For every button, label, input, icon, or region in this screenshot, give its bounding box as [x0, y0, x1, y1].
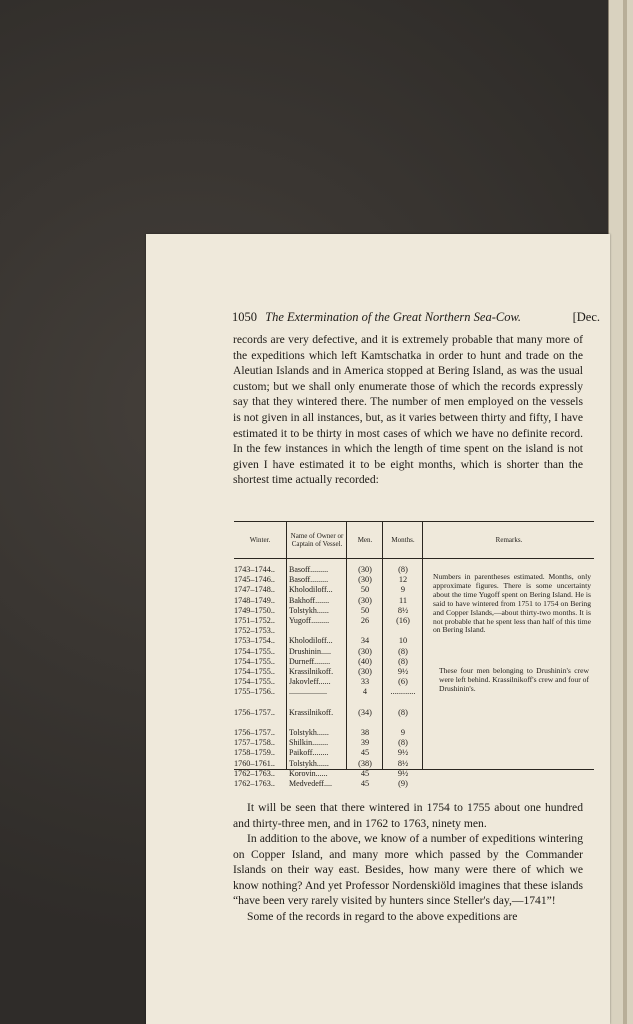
paragraph-wintering-count: It will be seen that there wintered in 1754 to 1755 about one hundred and thirty-three men, and in 1762 to 1763, ninety men.	[233, 801, 583, 830]
cell-men: (30)	[358, 646, 372, 656]
cell-winter: 1762–1763..	[234, 778, 275, 788]
running-header	[232, 310, 600, 325]
cell-months: 9½	[397, 748, 409, 758]
cell-months: 9	[400, 728, 406, 737]
cell-winter: 1756–1757..	[234, 728, 275, 737]
cell-men: (30)	[358, 666, 372, 676]
cell-months	[383, 718, 423, 728]
header-owner: Name of Owner or Captain of Vessel.	[286, 522, 347, 558]
cell-men: 50	[360, 605, 370, 615]
header-remarks: Remarks.	[422, 522, 595, 558]
cell-men: (30)	[358, 595, 372, 605]
paragraph-records-continued: Some of the records in regard to the above expeditions are	[247, 910, 518, 923]
page-number: 1050	[232, 310, 257, 324]
cell-owner	[289, 626, 346, 636]
cell-winter: 1747–1748..	[234, 585, 275, 595]
cell-owner: Tolstykh......	[289, 728, 329, 737]
cell-men: 38	[360, 728, 370, 737]
cell-men: 45	[360, 748, 370, 758]
cell-months: 8½	[397, 605, 409, 615]
cell-winter: 1749–1750..	[234, 605, 275, 615]
cell-winter: 1751–1752..	[234, 615, 275, 625]
cell-owner: Korovin......	[289, 768, 328, 778]
paragraph-copper-island: In addition to the above, we know of a number of expeditions wintering on Copper Island, and many more which passed by the Commander Islands on their way east. Besides, how many were there of which we know nothing? And yet Professor Nordenskiöld imagines that these islands “have been very rarely visited by hunters since Steller's day,—1741”!	[233, 832, 583, 908]
paragraph-intro: records are very defective, and it is extremely probable that many more of the expeditions which left Kamtschatka in order to hunt and trade on the Aleutian Islands and in America stopped at Bering Island, as was the usual custom; but we shall only enumerate those of which the records expressly say that they wintered there. The number of men employed on the vessels is not given in all instances, but, as it varies between thirty and fifty, I have estimated it to be thirty in most cases of which we have no definite record. In the few instances in which the length of time spent on the island is not given I have estimated it to be eight months, which is shorter than the shortest time actually recorded:	[233, 333, 583, 487]
cell-months: 8½	[397, 758, 409, 768]
cell-months: (6)	[398, 677, 408, 687]
expeditions-table	[234, 521, 594, 788]
header-right-tag: [Dec.	[572, 310, 600, 324]
column-men	[346, 559, 383, 788]
document-page	[146, 234, 610, 1024]
cell-owner: Durneff........	[289, 656, 331, 666]
column-winter	[234, 565, 286, 789]
cell-owner: Kholodiloff...	[289, 585, 333, 595]
cell-winter: 1762–1763..	[234, 768, 275, 778]
cell-winter: 1754–1755..	[234, 677, 275, 687]
cell-men: 45	[360, 768, 370, 778]
running-title: The Extermination of the Great Northern Sea-Cow.	[265, 310, 522, 324]
table-body	[234, 559, 594, 788]
cell-winter: 1757–1758..	[234, 738, 275, 748]
cell-owner: Basoff.........	[289, 575, 329, 585]
cell-men: 50	[360, 585, 370, 595]
cell-months: 9½	[397, 768, 409, 778]
cell-months: 9	[400, 585, 406, 595]
cell-months: (8)	[398, 707, 408, 717]
cell-months: (8)	[398, 565, 408, 574]
cell-winter: 1754–1755..	[234, 646, 275, 656]
cell-winter: 1748–1749..	[234, 595, 275, 605]
cell-months: (16)	[396, 615, 410, 625]
cell-winter: 1754–1755..	[234, 656, 275, 666]
cell-owner: Jakovleff......	[289, 677, 331, 687]
cell-winter: 1752–1753..	[234, 626, 275, 636]
header-men: Men.	[346, 522, 383, 558]
cell-months	[383, 626, 423, 636]
cell-men: (30)	[358, 565, 372, 574]
cell-owner	[289, 718, 346, 728]
header-months: Months.	[382, 522, 423, 558]
column-owner	[286, 559, 346, 788]
cell-owner: Paikoff........	[289, 748, 329, 758]
table-header	[234, 522, 594, 558]
cell-winter: 1754–1755..	[234, 666, 275, 676]
cell-owner: Bakhoff.......	[289, 595, 330, 605]
cell-months: 10	[398, 636, 408, 646]
cell-men: 33	[360, 677, 370, 687]
cell-owner: Krassilnikoff.	[289, 707, 334, 717]
cell-men	[347, 718, 383, 728]
cell-men: (40)	[358, 656, 372, 666]
cell-winter: 1745–1746..	[234, 575, 275, 585]
cell-winter: 1753–1754..	[234, 636, 275, 646]
page-edge-shadow	[623, 0, 627, 1024]
cell-men: 39	[360, 738, 370, 748]
cell-winter: 1758–1759..	[234, 748, 275, 758]
cell-owner: ...................	[289, 687, 327, 697]
cell-men: (30)	[358, 575, 372, 585]
cell-owner: Medvedeff....	[289, 778, 332, 788]
cell-months: (9)	[398, 778, 408, 788]
cell-winter	[234, 718, 286, 728]
cell-winter: 1755–1756..	[234, 687, 275, 697]
column-months	[382, 559, 423, 788]
cell-owner: Tolstykh......	[289, 605, 329, 615]
cell-months: (8)	[398, 656, 408, 666]
cell-months: ............	[390, 687, 416, 697]
remark-drushinin-crew: These four men belonging to Drushinin's crew were left behind. Krassilnikoff's crew and four of Drushinin's.	[439, 666, 589, 693]
cell-winter: 1760–1761..	[234, 758, 275, 768]
adjacent-page-edge	[608, 0, 633, 1024]
cell-men	[347, 697, 383, 707]
cell-months: 9½	[397, 666, 409, 676]
cell-men: 34	[360, 636, 370, 646]
cell-owner: Yugoff.........	[289, 615, 330, 625]
cell-winter	[234, 697, 286, 707]
cell-winter: 1756–1757..	[234, 707, 275, 717]
header-winter: Winter.	[249, 536, 271, 544]
cell-men: 4	[362, 687, 368, 697]
cell-months: 11	[399, 595, 407, 605]
cell-months: 12	[398, 575, 408, 585]
cell-owner	[289, 697, 346, 707]
cell-men	[347, 626, 383, 636]
cell-months: (8)	[398, 646, 408, 656]
cell-owner: Basoff.........	[289, 565, 329, 574]
remark-estimates: Numbers in parentheses estimated. Months, only approximate figures. There is some uncertainty about the time Yugoff spent on Bering Island. He is said to have wintered from 1751 to 1754 on Bering and Copper Islands,—about thirty-two months. It is not probable that he spent less than half of this time on Bering Island.	[433, 572, 591, 635]
cell-winter: 1743–1744..	[234, 565, 275, 574]
cell-owner: Kholodiloff...	[289, 636, 333, 646]
cell-owner: Drushinin.....	[289, 646, 331, 656]
cell-owner: Tolstykh......	[289, 758, 329, 768]
cell-months: (8)	[398, 738, 408, 748]
cell-men: 26	[360, 615, 370, 625]
cell-men: (34)	[358, 707, 372, 717]
column-remarks	[422, 559, 595, 769]
cell-months	[383, 697, 423, 707]
cell-men: 45	[360, 778, 370, 788]
cell-owner: Krassilnikoff.	[289, 666, 334, 676]
cell-men: (38)	[358, 758, 372, 768]
cell-owner: Shilkin........	[289, 738, 329, 748]
